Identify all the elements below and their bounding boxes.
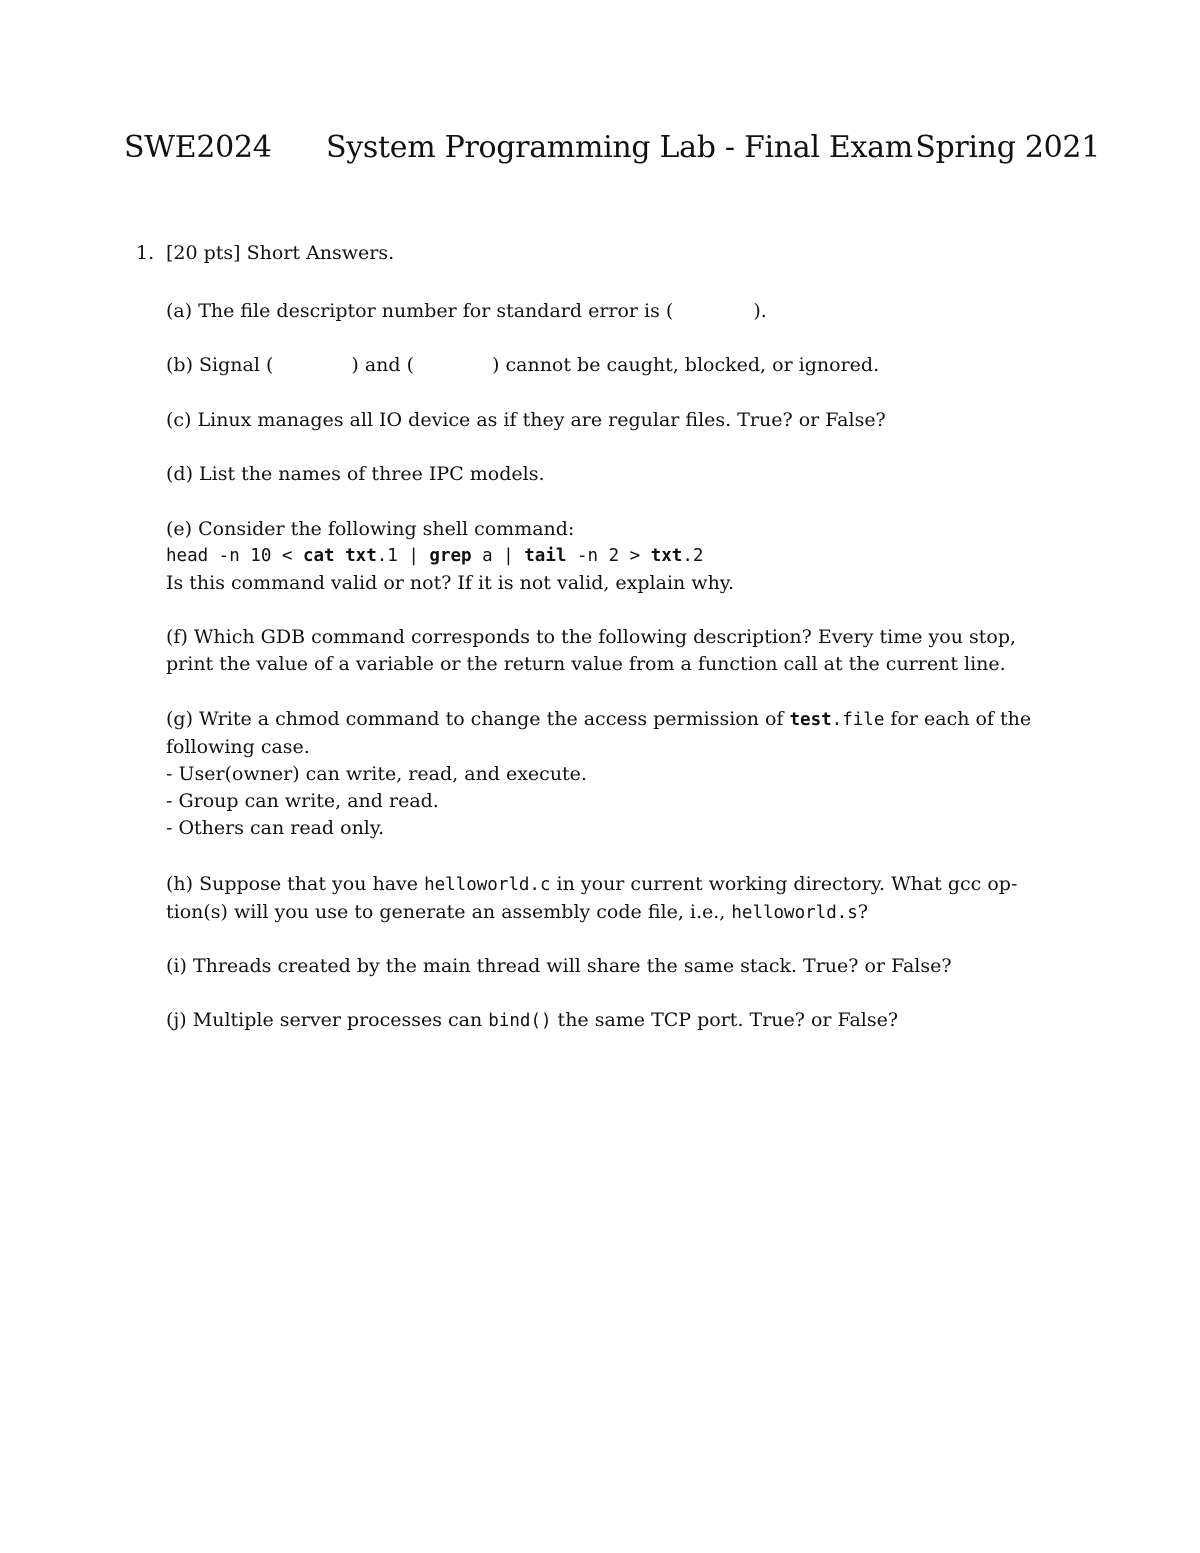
- item-g-user: - User(owner) can write, read, and execute.: [166, 763, 587, 785]
- item-g: [166, 706, 1106, 842]
- item-c: [166, 407, 1106, 434]
- item-d: [166, 461, 1106, 488]
- filename-test-file: [790, 710, 885, 730]
- item-h: [166, 871, 1106, 927]
- item-e-question: Is this command valid or not? If it is not valid, explain why.: [166, 572, 735, 594]
- item-j-text-after: the same TCP port. True? or False?: [551, 1009, 899, 1031]
- item-g-text-before: (g) Write a chmod command to change the access permission of: [166, 708, 790, 730]
- item-a-text-before: (a) The file descriptor number for standard error is (: [166, 300, 674, 322]
- item-h-text-after: in your current working directory. What gcc op-: [550, 873, 1018, 895]
- exam-term: Spring 2021: [915, 130, 1100, 165]
- cmd-txt1: txt: [345, 546, 377, 566]
- item-g-group: - Group can write, and read.: [166, 790, 439, 812]
- cmd-a: a |: [471, 546, 525, 566]
- item-a: [166, 298, 1106, 325]
- cmd-tail: tail: [524, 546, 567, 566]
- cmd-space: [335, 546, 346, 566]
- item-b-text-after: ) cannot be caught, blocked, or ignored.: [492, 354, 880, 376]
- item-f: [166, 624, 1106, 678]
- filename-helloworld-s: helloworld.s: [731, 903, 858, 923]
- question-number: 1.: [136, 242, 155, 264]
- item-g-line2: following case.: [166, 736, 310, 758]
- item-c-text: (c) Linux manages all IO device as if they are regular files. True? or False?: [166, 409, 886, 431]
- item-g-text-after: for each of the: [884, 708, 1032, 730]
- cmd-cat: cat: [302, 546, 335, 566]
- item-d-text: (d) List the names of three IPC models.: [166, 463, 545, 485]
- item-g-others: - Others can read only.: [166, 817, 385, 839]
- filename-helloworld-c: helloworld.c: [424, 875, 551, 895]
- item-a-text-after: ).: [753, 300, 767, 322]
- item-j-text-before: (j) Multiple server processes can: [166, 1009, 489, 1031]
- cmd-grep: grep: [429, 546, 472, 566]
- item-b-text-before: (b) Signal (: [166, 354, 274, 376]
- item-h-line2-after: ?: [857, 901, 868, 923]
- item-b: [166, 352, 1106, 379]
- cmd-txt2: txt: [650, 546, 683, 566]
- item-e-intro: (e) Consider the following shell command:: [166, 518, 575, 540]
- cmd-n2: -n 2 >: [566, 546, 651, 566]
- item-f-line2: print the value of a variable or the return value from a function call at the current line.: [166, 653, 1006, 675]
- item-f-line1: (f) Which GDB command corresponds to the following description? Every time you stop,: [166, 626, 1017, 648]
- item-b-text-middle: ) and (: [351, 354, 415, 376]
- code-bind: bind(): [488, 1011, 552, 1031]
- item-j: [166, 1007, 1106, 1035]
- exam-title: System Programming Lab - Final Exam: [326, 130, 913, 165]
- question-heading: [136, 242, 394, 264]
- item-i: [166, 953, 1106, 980]
- shell-command: [166, 543, 1106, 570]
- filename-bold-part: test: [789, 710, 832, 730]
- item-e: [166, 516, 1106, 597]
- item-h-text-before: (h) Suppose that you have: [166, 873, 425, 895]
- item-h-line2-before: tion(s) will you use to generate an assembly code file, i.e.,: [166, 901, 732, 923]
- item-i-text: (i) Threads created by the main thread will share the same stack. True? or False?: [166, 955, 952, 977]
- course-code: SWE2024: [124, 130, 272, 165]
- cmd-head: head -n 10 <: [166, 546, 303, 566]
- cmd-txt2-ext: .2: [682, 546, 704, 566]
- filename-ext-part: .file: [831, 710, 885, 730]
- exam-header: [124, 130, 1100, 174]
- cmd-txt1-ext: .1 |: [376, 546, 430, 566]
- question-title: [20 pts] Short Answers.: [166, 242, 395, 264]
